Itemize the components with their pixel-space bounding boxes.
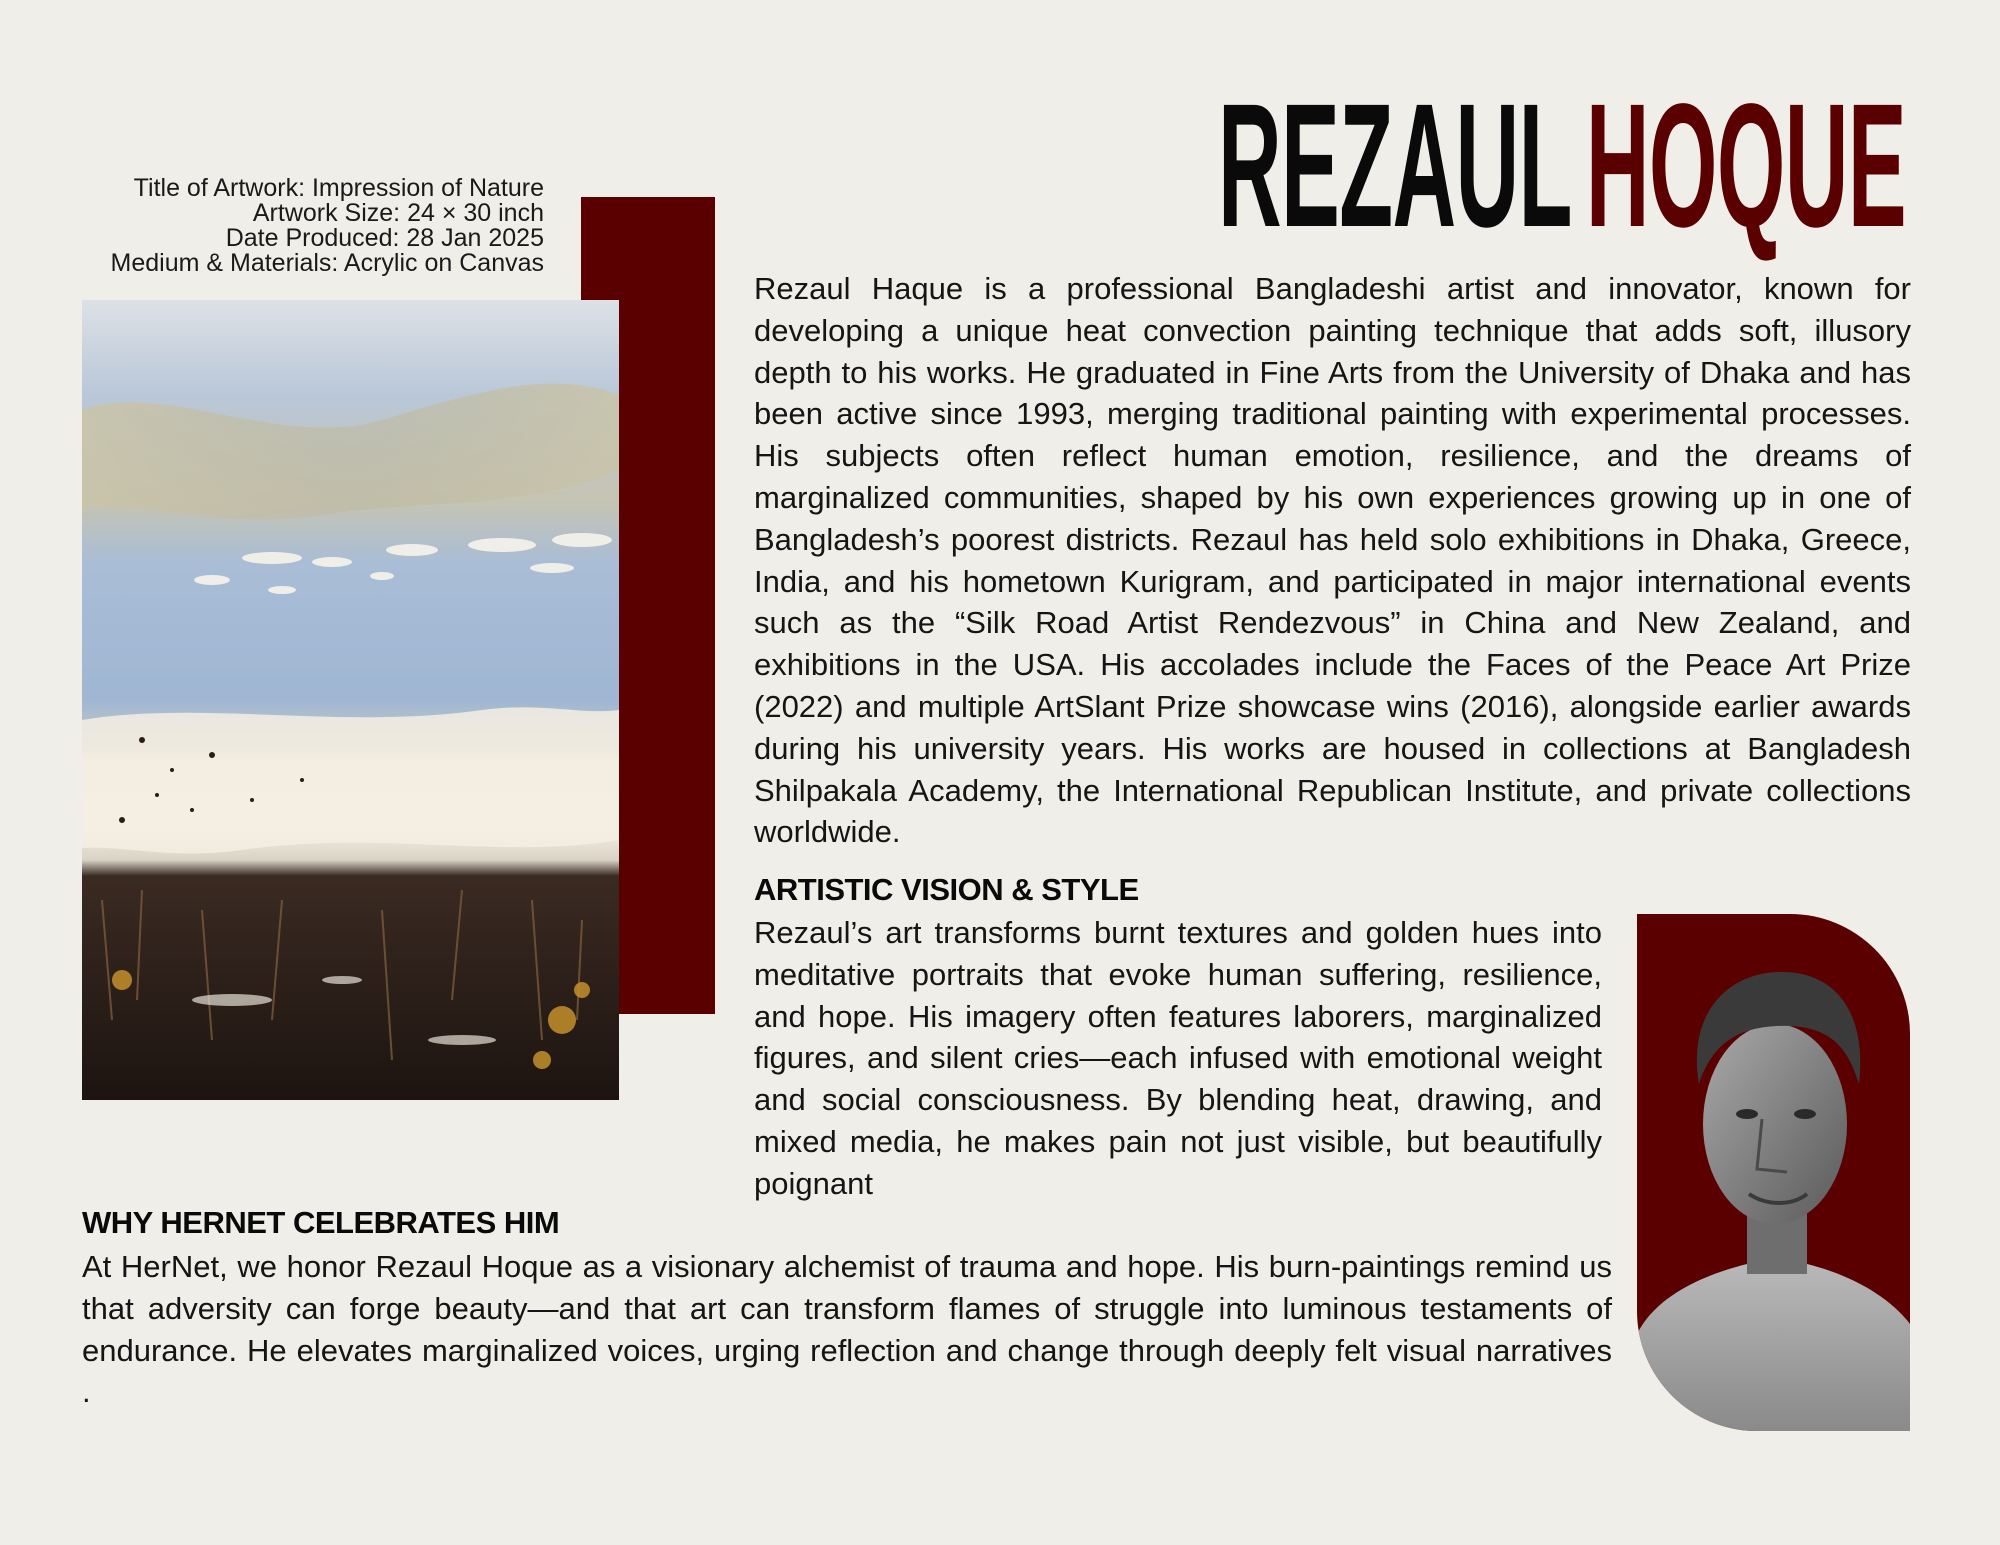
artwork-size: Artwork Size: 24 × 30 inch [252, 199, 544, 227]
artwork-painting [82, 300, 619, 1100]
artist-last-name: HOQUE [1585, 68, 1906, 264]
artwork-medium: Medium & Materials: Acrylic on Canvas [110, 249, 544, 277]
artist-name-title [706, 68, 1906, 264]
why-heading: WHY HERNET CELEBRATES HIM [82, 1205, 560, 1240]
artwork-title: Title of Artwork: Impression of Nature [133, 174, 544, 202]
vision-heading: ARTISTIC VISION & STYLE [754, 872, 1139, 907]
why-text: At HerNet, we honor Rezaul Hoque as a visionary alchemist of trauma and hope. His burn-paintings remind us that adversity can forge beauty—and that art can transform flames of struggle into luminous testaments of endurance. He elevates marginalized voices, urging reflection and change through deeply felt visual narratives . [82, 1249, 1612, 1410]
artwork-info [0, 176, 544, 276]
artist-first-name: REZAUL [1217, 68, 1572, 264]
artist-bio: Rezaul Haque is a professional Bangladeshi artist and innovator, known for developing a unique heat convection painting technique that adds soft, illusory depth to his works. He graduated in Fine Arts from the University of Dhaka and has been active since 1993, merging traditional painting with experimental processes. His subjects often reflect human emotion, resilience, and the dreams of marginalized communities, shaped by his own experiences growing up in one of Bangladesh’s poorest districts. Rezaul has held solo exhibitions in Dhaka, Greece, India, and his hometown Kurigram, and participated in major international events such as the “Silk Road Artist Rendezvous” in China and New Zealand, and exhibitions in the USA. His accolades include the Faces of the Peace Art Prize (2022) and multiple ArtSlant Prize showcase wins (2016), alongside earlier awards during his university years. His works are housed in collections at Bangladesh Shilpakala Academy, the International Republican Institute, and private collections worldwide. [754, 271, 1911, 850]
vision-text: Rezaul’s art transforms burnt textures and golden hues into meditative portraits that evoke human suffering, resilience, and hope. His imagery often features laborers, marginalized figures, and silent cries—each infused with emotional weight and social consciousness. By blending heat, drawing, and mixed media, he makes pain not just visible, but beautifully poignant [754, 915, 1602, 1201]
artist-portrait [1637, 914, 1910, 1431]
artwork-date: Date Produced: 28 Jan 2025 [225, 224, 544, 252]
